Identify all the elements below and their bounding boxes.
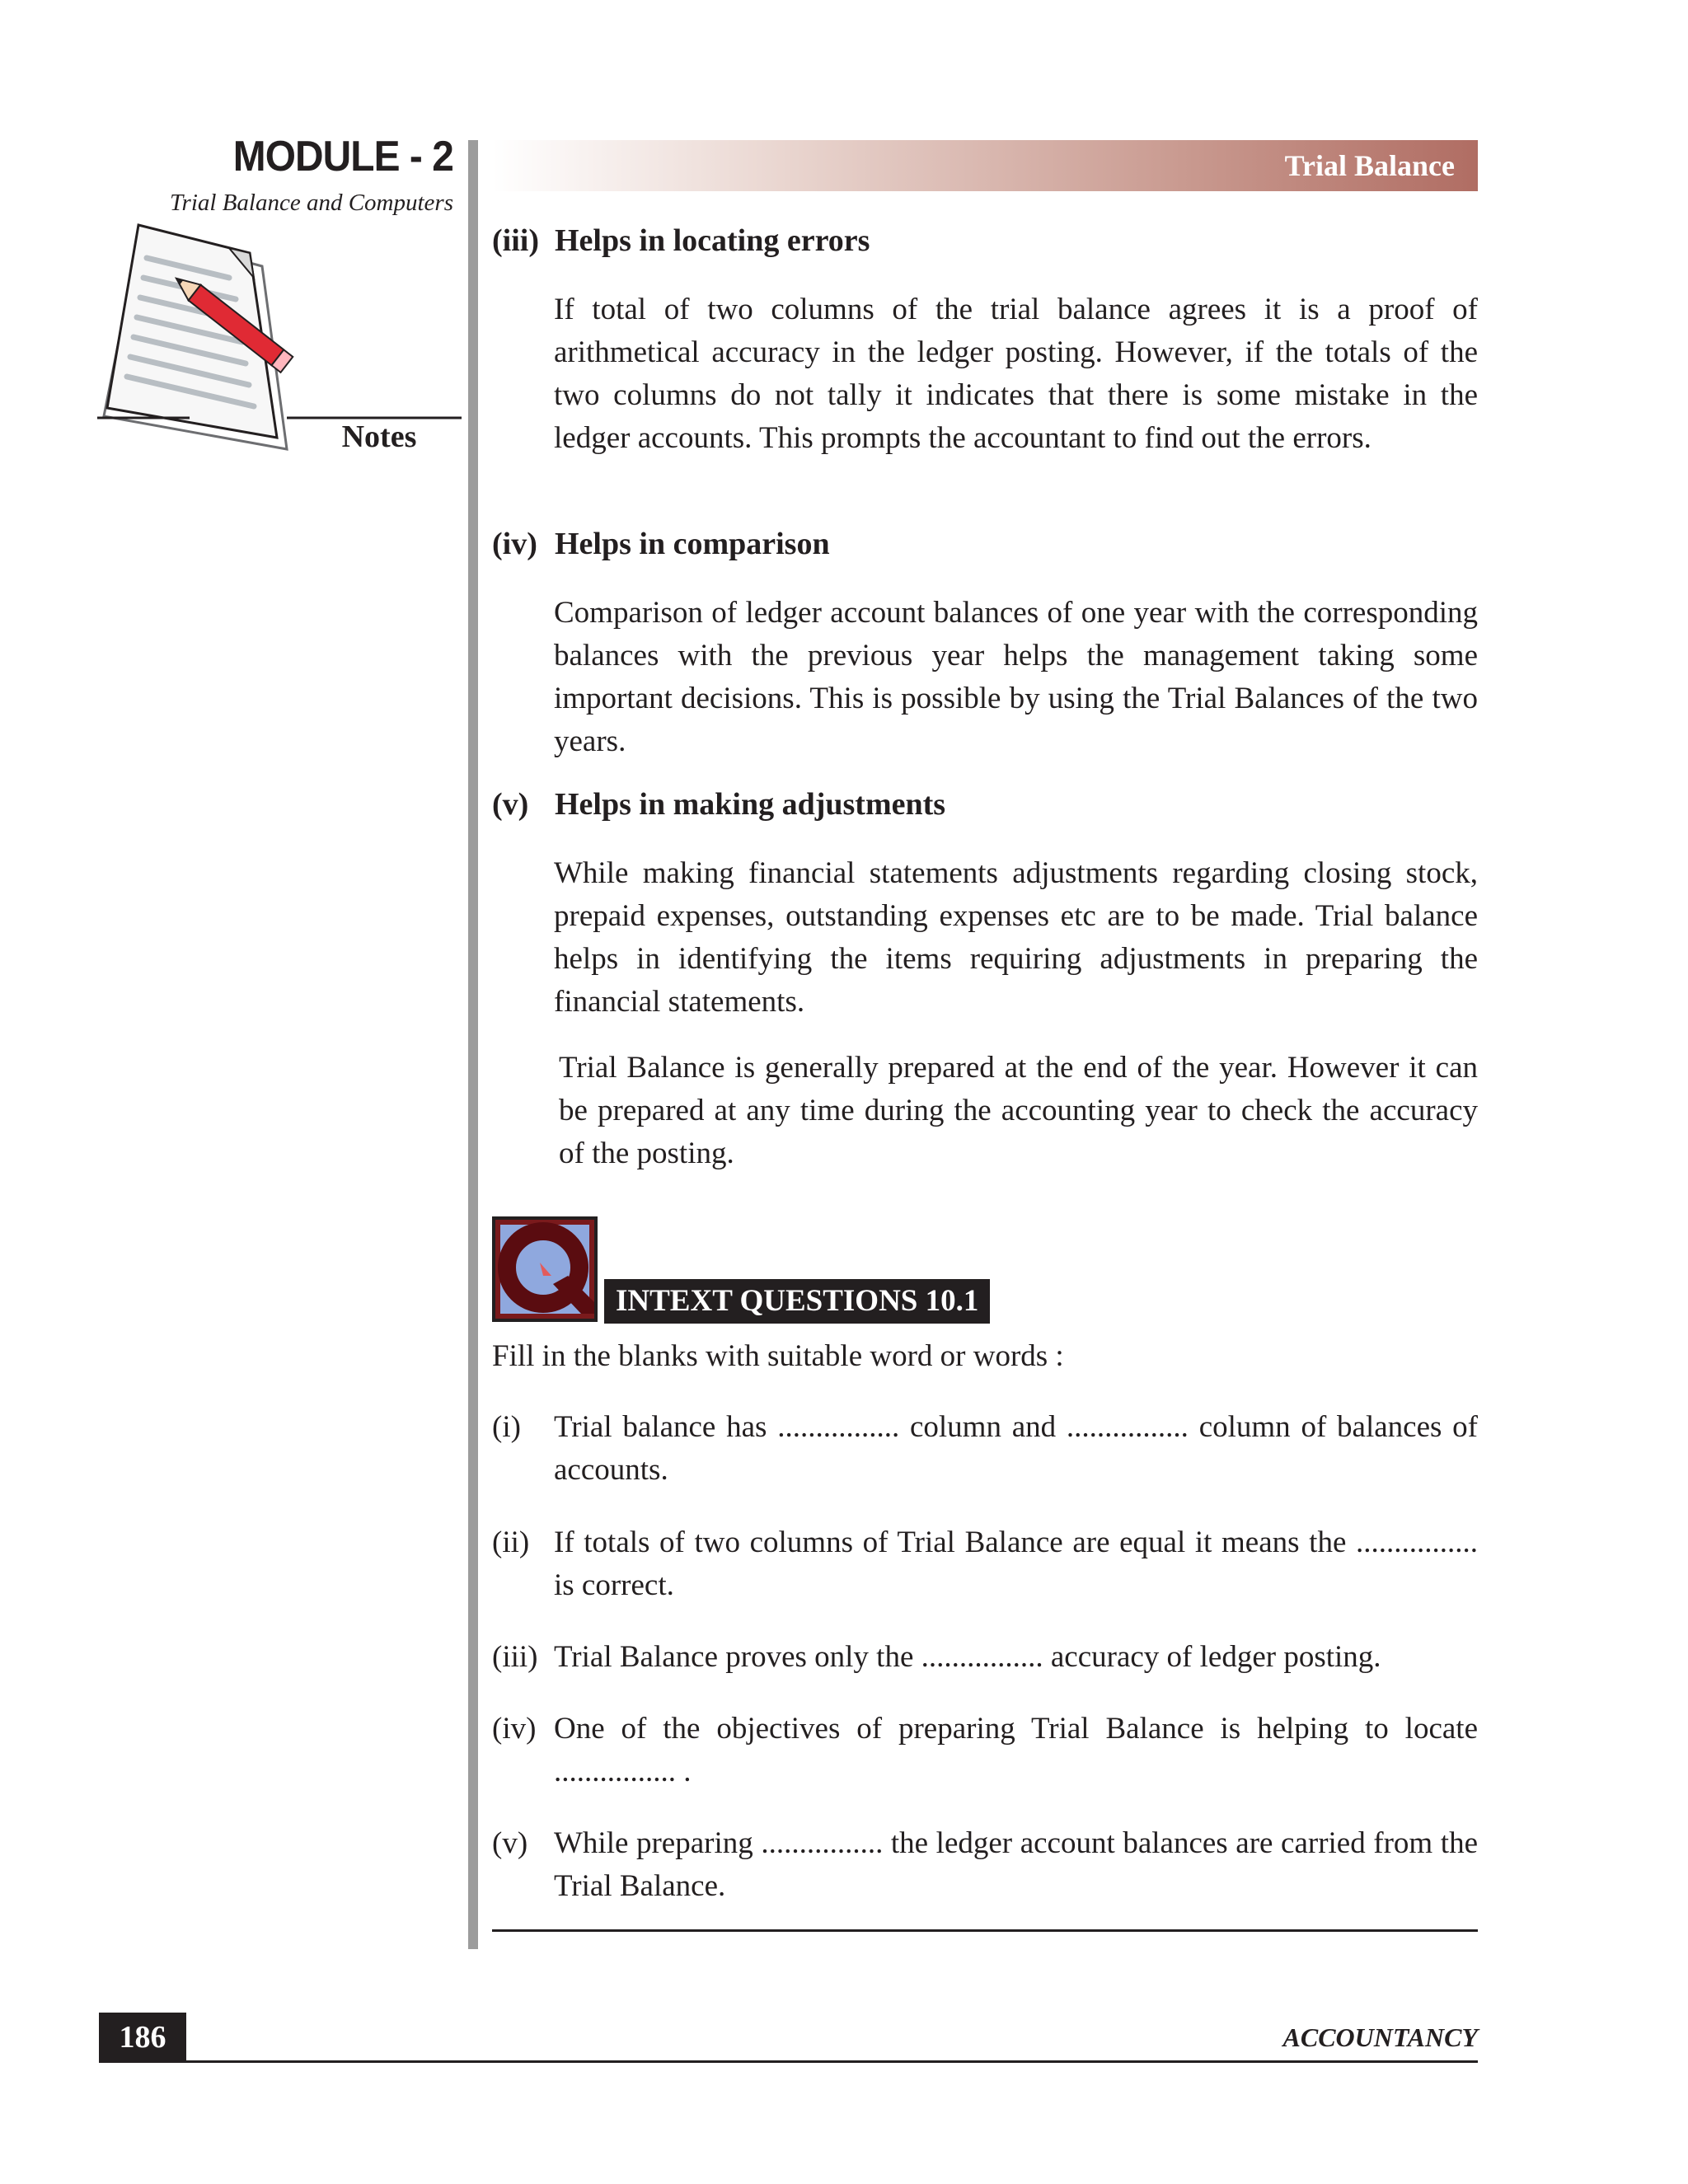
intext-questions-title: INTEXT QUESTIONS 10.1 [604, 1279, 990, 1324]
intext-instruction: Fill in the blanks with suitable word or words : [492, 1339, 1064, 1373]
section-paragraph: Comparison of ledger account balances of one year with the corresponding balances with the previous year helps the management taking some important decisions. This is possible by using the Trial Balances of the two years. [554, 596, 1478, 758]
footer-rule [99, 2060, 1478, 2063]
header-band [492, 140, 1478, 191]
notes-label: Notes [341, 419, 417, 454]
section-heading [492, 786, 945, 823]
question-number: (v) [492, 1826, 528, 1860]
footer-subject: ACCOUNTANCY [1282, 2022, 1478, 2052]
question-number: (iii) [492, 1640, 538, 1674]
module-subtitle: Trial Balance and Computers [170, 190, 453, 216]
section-heading [492, 223, 870, 259]
question-text: Trial balance has ................ column and ................ column of balances of accounts. [554, 1410, 1478, 1487]
section-paragraph: If total of two columns of the trial balance agrees it is a proof of arithmetical accuracy in the ledger posting. However, if the totals of the two columns do not tally it indicates that there is some mistake in the ledger accounts. This prompts the accountant to find out the errors. [554, 293, 1478, 455]
question-text: One of the objectives of preparing Trial Balance is helping to locate ................ . [554, 1712, 1478, 1788]
question-number: (i) [492, 1410, 521, 1444]
question-number: (ii) [492, 1526, 530, 1559]
closing-paragraph: Trial Balance is generally prepared at the end of the year. However it can be prepared at any time during the accounting year to check the accuracy of the posting. [559, 1051, 1478, 1170]
question-text: If totals of two columns of Trial Balance are equal it means the ................ is correct. [554, 1526, 1478, 1602]
section-end-rule [492, 1929, 1478, 1932]
section-number: (iv) [492, 527, 537, 561]
margin-divider [468, 140, 478, 1949]
section-heading [492, 526, 830, 562]
question-text: Trial Balance proves only the ................ accuracy of ledger posting. [554, 1640, 1381, 1674]
section-title: Helps in locating errors [555, 223, 870, 258]
module-title: MODULE - 2 [232, 133, 453, 180]
question-text: While preparing ................ the ledger account balances are carried from the Trial Balance. [554, 1826, 1478, 1903]
page-number: 186 [99, 2013, 186, 2062]
section-number: (v) [492, 787, 529, 822]
section-paragraph: While making financial statements adjustments regarding closing stock, prepaid expenses, outstanding expenses etc are to be made. Trial balance helps in identifying the items requiring adjustments in preparing the financial statements. [554, 856, 1478, 1019]
section-number: (iii) [492, 223, 539, 258]
question-number: (iv) [492, 1712, 537, 1746]
section-title: Helps in comparison [555, 527, 830, 561]
section-title: Helps in making adjustments [555, 787, 946, 822]
question-q-icon [492, 1216, 598, 1322]
header-title: Trial Balance [1284, 149, 1455, 182]
